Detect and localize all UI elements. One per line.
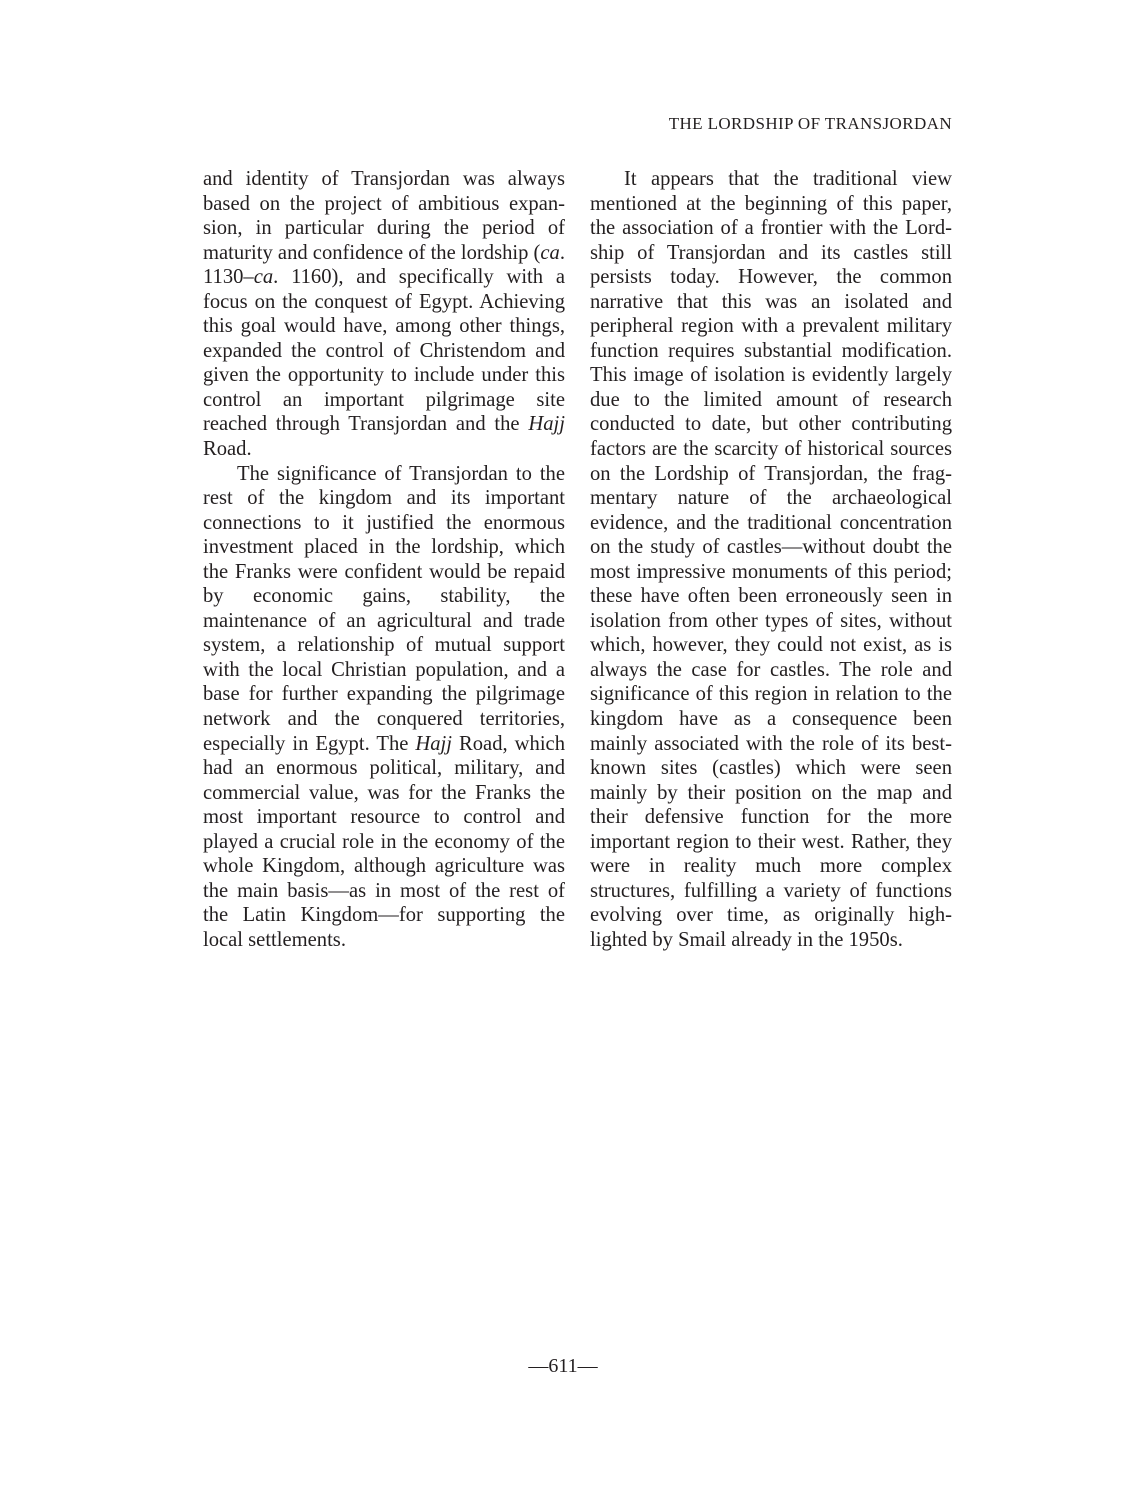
text-segment: . 1130– bbox=[203, 241, 565, 289]
text-segment: The significance of Transjordan to the rest of the kingdom and its important connections to it justified the enormous investment placed in the lordship, which the Franks were confident would be repaid by economic gains, stability, the maintenance of an agricultural and trade system, a relationship of mutual support with the local Christian population, and a base for further expanding the pilgrimage network and the conquered territories, especially in Egypt. The bbox=[203, 462, 565, 755]
paragraph bbox=[590, 167, 952, 953]
text-segment: Road. bbox=[203, 438, 252, 461]
page-number: —611— bbox=[528, 1355, 598, 1377]
text-segment: It appears that the traditional view mentioned at the beginning of this paper, the association of a frontier with the Lordship of Transjordan and its castles still persists today. However, the common narrative that this was an isolated and peripheral region with a prevalent military function requires substantial modification. This image of isolation is evidently largely due to the limited amount of research conducted to date, but other contributing factors are the scarcity of historical sources on the Lordship of Transjordan, the fragmentary nature of the archaeological evidence, and the traditional concentration on the study of castles—without doubt the most impressive monuments of this period; these have often been erroneously seen in isolation from other types of sites, without which, however, they could not exist, as is always the case for castles. The role and significance of this region in relation to the kingdom have as a consequence been mainly associated with the role of its best-known sites (castles) which were seen mainly by their position on the map and their defensive function for the more important region to their west. Rather, they were in reality much more complex structures, fulfilling a variety of functions evolving over time, as originally highlighted by Smail already in the 1950s. bbox=[590, 168, 952, 951]
right-column bbox=[590, 167, 952, 953]
left-column bbox=[203, 167, 565, 953]
text-segment: and identity of Transjordan was always based on the project of ambitious expansion, in particular during the period of maturity and confidence of the lordship ( bbox=[203, 168, 565, 264]
body-text bbox=[203, 167, 952, 953]
italic-segment: ca bbox=[540, 241, 560, 264]
italic-segment: ca bbox=[253, 266, 274, 289]
paragraph bbox=[203, 462, 565, 953]
text-segment: Road, which had an enormous political, military, and commercial value, was for the Franks the most important resource to control and played a crucial role in the economy of the whole Kingdom, although agriculture was the main basis—as in most of the rest of the Latin Kingdom—for supporting the local settlements. bbox=[203, 732, 565, 951]
italic-segment: Hajj bbox=[415, 732, 453, 755]
running-header: THE LORDSHIP OF TRANSJORDAN bbox=[668, 114, 952, 133]
paragraph bbox=[203, 167, 565, 462]
text-segment: . 1160), and specifically with a focus on the conquest of Egypt. Achieving this goal would have, among other things, expanded the control of Christendom and given the opportunity to include under this control an important pilgrimage site reached through Transjordan and the bbox=[203, 266, 565, 436]
italic-segment: Hajj bbox=[528, 413, 565, 436]
